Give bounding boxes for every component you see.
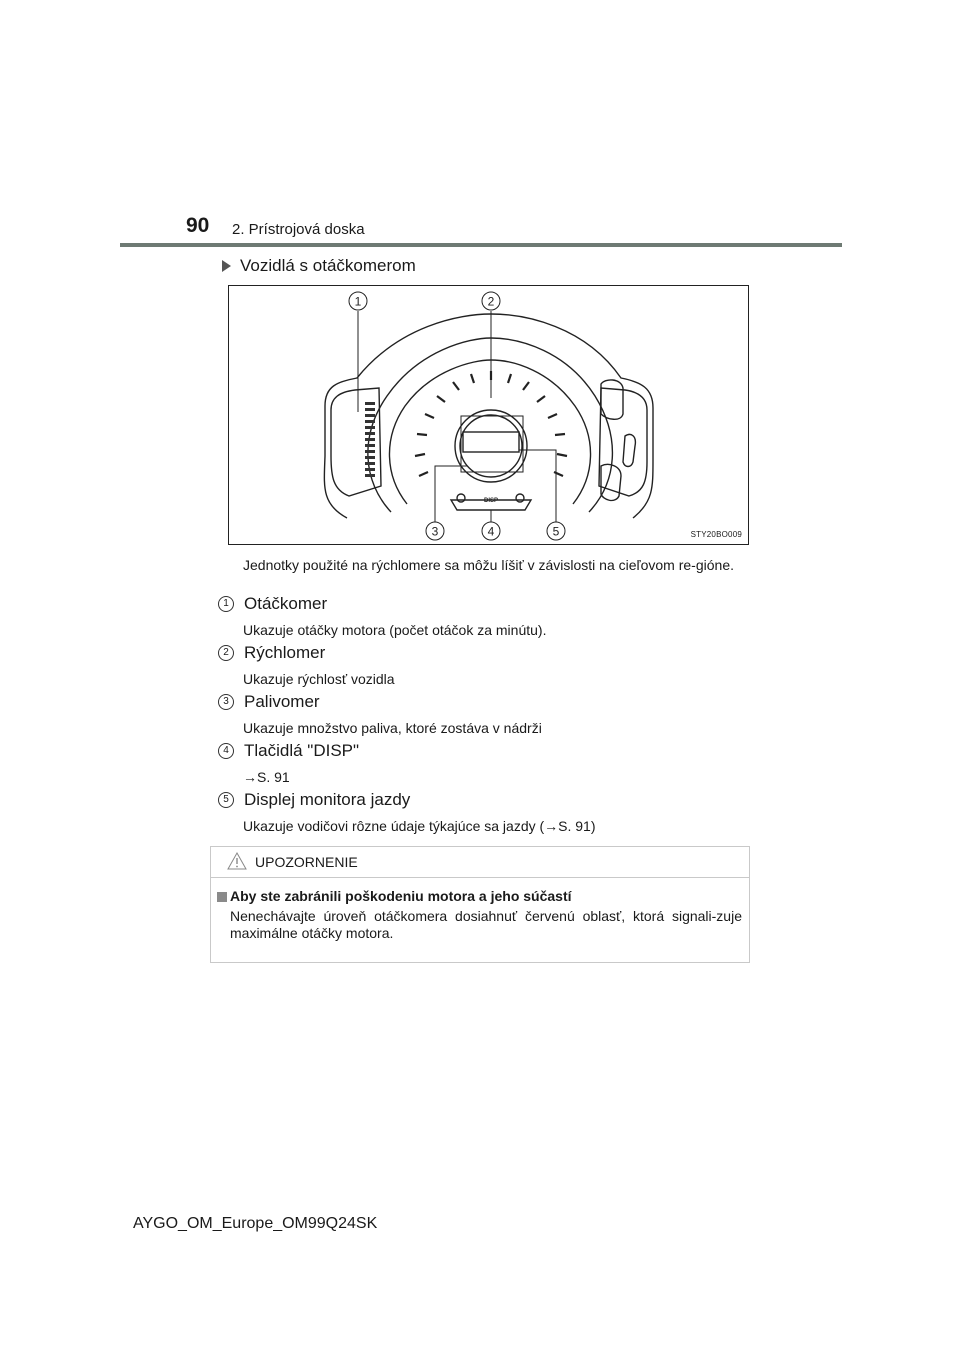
section-heading xyxy=(222,256,416,276)
page-reference-link[interactable]: →S. 91 xyxy=(243,769,290,785)
list-item xyxy=(218,692,320,712)
item-title: Otáčkomer xyxy=(244,594,328,613)
header-rule xyxy=(120,243,842,247)
item-title: Rýchlomer xyxy=(244,643,326,662)
figure-code: STY20BO009 xyxy=(690,530,742,539)
item-description: Ukazuje vodičovi rôzne údaje týkajúce sa jazdy (→S. 91) xyxy=(243,818,596,834)
units-note: Jednotky použité na rýchlomere sa môžu líšiť v závislosti na cieľovom re-gióne. xyxy=(243,557,734,573)
item-title: Palivomer xyxy=(244,692,320,711)
footer-doc-id: AYGO_OM_Europe_OM99Q24SK xyxy=(133,1215,378,1232)
page-number: 90 xyxy=(186,214,210,237)
item-description: Ukazuje rýchlosť vozidla xyxy=(243,671,395,687)
item-number: 1 xyxy=(218,596,234,612)
item-description: Ukazuje otáčky motora (počet otáčok za minútu). xyxy=(243,622,547,638)
list-item xyxy=(218,594,327,614)
item-number: 4 xyxy=(218,743,234,759)
item-title: Tlačidlá "DISP" xyxy=(244,741,360,760)
warning-text: Nenechávajte úroveň otáčkomera dosiahnuť červenú oblasť, ktorá signali-zuje maximálne otáčky motora. xyxy=(230,908,742,941)
warning-triangle-icon xyxy=(226,851,248,871)
warning-label: UPOZORNENIE xyxy=(255,854,358,870)
chapter-title: 2. Prístrojová doska xyxy=(232,221,365,238)
list-item xyxy=(218,790,410,810)
warning-title: Aby ste zabránili poškodeniu motora a jeho súčastí xyxy=(230,888,572,904)
item-number: 3 xyxy=(218,694,234,710)
item-title: Displej monitora jazdy xyxy=(244,790,411,809)
instrument-cluster-figure xyxy=(228,285,749,545)
section-title: Vozidlá s otáčkomerom xyxy=(240,256,416,275)
item-number: 5 xyxy=(218,792,234,808)
list-item xyxy=(218,741,359,761)
callout-3: 3 xyxy=(431,524,439,539)
disp-label: DISP xyxy=(483,498,499,504)
callout-2: 2 xyxy=(487,294,495,309)
callout-1: 1 xyxy=(354,294,362,309)
callout-4: 4 xyxy=(487,524,495,539)
triangle-bullet-icon xyxy=(222,260,231,272)
item-description: Ukazuje množstvo paliva, ktoré zostáva v nádrži xyxy=(243,720,542,736)
item-number: 2 xyxy=(218,645,234,661)
instrument-cluster-illustration xyxy=(229,286,750,546)
warning-header xyxy=(211,847,749,878)
warning-box xyxy=(210,846,750,963)
square-bullet-icon xyxy=(217,892,227,902)
list-item xyxy=(218,643,325,663)
callout-5: 5 xyxy=(552,524,560,539)
